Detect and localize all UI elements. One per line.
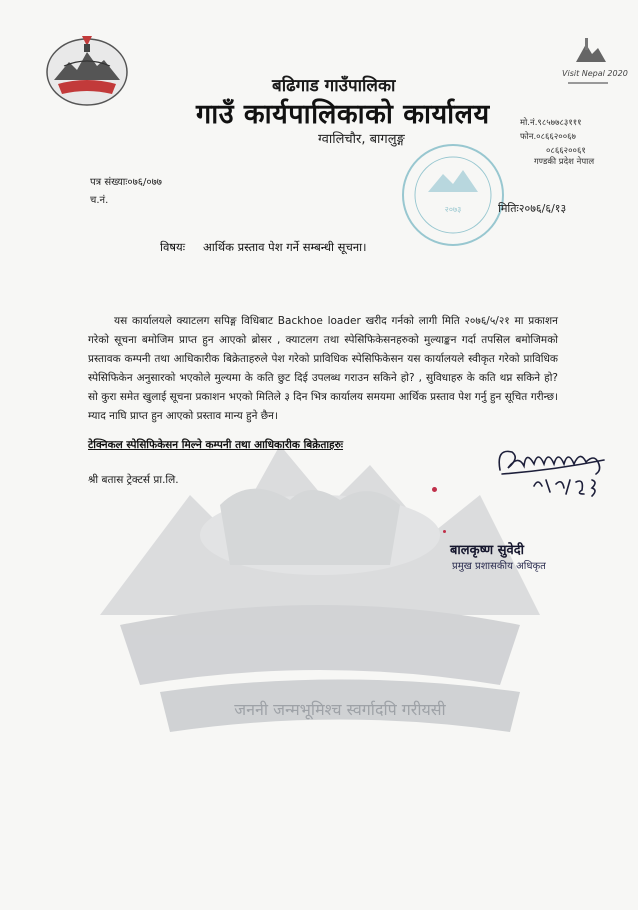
section-heading: टेक्निकल स्पेसिफिकेसन मिल्ने कम्पनी तथा आधिकारीक बिक्रेताहरुः — [88, 439, 344, 451]
subject-line — [160, 240, 366, 255]
ink-mark — [443, 530, 446, 533]
phone-number-2: ०८६६२००६१ — [546, 146, 586, 156]
notice-body — [88, 312, 558, 426]
notice-body-text: यस कार्यालयले क्याटलग सपिङ्ग विधिबाट Backhoe loader खरीद गर्नको लागी मिति २०७६/५/२१ मा प्रकाशन गरेको सूचना बमोजिम प्राप्त हुन आएको ब्रोसर , क्याटलग तथा स्पेसिफिकेसनहरुको मुल्याङ्कन गर्दा तपसिल बमोजिमको प्रस्तावक कम्पनी तथा आधिकारीक बिक्रेताहरुले पेश गरेको प्राविधिक स्पेसिफिकेसन यस कार्यालयले स्वीकृत गरेको प्राविधिक स्पेसिफिकेन अनुसारको भएकोले मुल्यमा के कति छुट दिई उपलब्ध गराउन सकिने हो? , सुविधाहरु के कति थप्न सकिने हो? सो कुरा समेत खुलाई सूचना प्रकाशन भएको मितिले ३ दिन भित्र कार्यालय समयमा आर्थिक प्रस्ताव पेश गर्नु हुन सूचित गरीन्छ। म्याद नाघि प्राप्त हुन आएको प्रस्ताव मान्य हुने छैन। — [88, 315, 558, 422]
vendor-name: श्री बतास ट्रेक्टर्स प्रा.लि. — [88, 474, 179, 486]
phone-number: फोन.०८६६२००६७ — [520, 132, 576, 142]
office-address: ग्वालिचौर, बागलुङ्ग — [318, 132, 405, 147]
dispatch-number: च.नं. — [90, 195, 109, 206]
signatory-title: प्रमुख प्रशासकीय अधिकृत — [452, 561, 546, 572]
office-name: गाउँ कार्यपालिकाको कार्यालय — [196, 99, 490, 130]
office-stamp-icon — [398, 140, 508, 250]
watermark-motto-band — [150, 672, 530, 742]
ink-mark — [432, 487, 437, 492]
signatory-name: बालकृष्ण सुवेदी — [450, 543, 524, 558]
letter-date: मितिः२०७६/६/१३ — [498, 202, 567, 215]
visit-nepal-text: Visit Nepal 2020 — [562, 69, 628, 78]
subject-text: आर्थिक प्रस्ताव पेश गर्ने सम्बन्धी सूचना। — [203, 240, 367, 254]
contact-block — [520, 116, 586, 158]
svg-text:२०७३: २०७३ — [444, 205, 462, 214]
municipality-name: बढिगाड गाउँपालिका — [272, 76, 396, 96]
watermark-motto: जननी जन्मभूमिश्च स्वर्गादपि गरीयसी — [234, 700, 446, 719]
nepal-emblem-icon — [44, 32, 130, 108]
province-name: गण्डकी प्रदेश नेपाल — [534, 157, 595, 167]
visit-nepal-logo-icon — [558, 34, 628, 92]
letter-number: पत्र संख्याः०७६/०७७ — [90, 177, 162, 188]
handwritten-signature — [494, 440, 619, 510]
mobile-number: मो.नं.९८५७७८३१११ — [520, 118, 582, 128]
subject-label: विषयः — [160, 240, 186, 254]
